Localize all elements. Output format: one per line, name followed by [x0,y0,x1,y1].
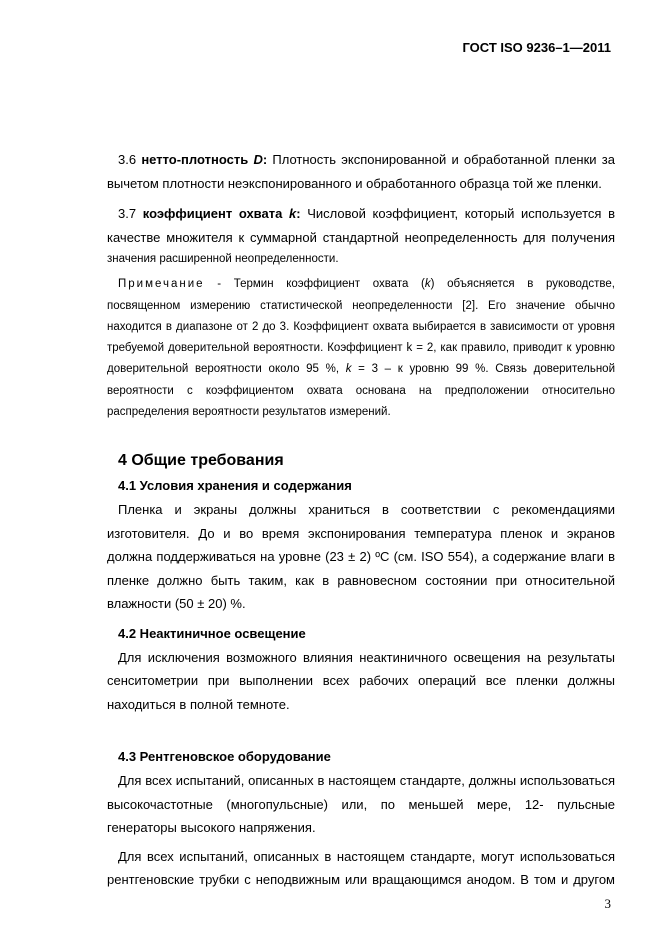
note-block [107,274,615,423]
section-3-6 [107,148,615,195]
section-4-heading: 4 Общие требования [118,452,284,470]
note-k-symbol: k [345,363,352,376]
document-header: ГОСТ ISO 9236–1—2011 [462,40,611,55]
note-text-1: Термин коэффициент охвата ( [233,278,425,291]
page-content [107,148,615,892]
note-dash: - [217,278,222,291]
term-colon: : [262,152,268,167]
note-text-3: = 3 – к уровню 99 %. Связь доверительной вероятности с коэффициентом охвата основана на предположении относительно распределения вероятности результатов измерений. [107,363,616,419]
term-symbol: D [253,152,263,167]
section-4-3-heading: 4.3 Рентгеновское оборудование [118,749,331,765]
clause-number: 3.6 [118,152,137,167]
definition-tail: значения расширенной неопределенности. [107,253,339,265]
section-4-3-text-2: Для всех испытаний, описанных в настоящем стандарте, могут использоваться рентгеновские трубки с неподвижным или вращающимся анодом. В том и другом [107,848,615,888]
note-k-symbol: k [424,278,431,291]
clause-number: 3.7 [118,206,137,221]
term-colon: : [296,206,301,221]
term-symbol: k [288,206,297,221]
section-4-1-text: Пленка и экраны должны храниться в соответствии с рекомендациями изготовителя. До и во время экспонирования температура пленок и экранов должна поддерживаться на уровне (23 ± 2) ºС (см. ISO 554), а содержание влаги в пленке должно быть таким, как в равновесном состоянии при относительной влажности (50 ± 20) %. [107,502,615,612]
term-name: нетто-плотность [141,152,249,167]
definition-text: Плотность экспонированной и обработанной пленки за вычетом плотности неэкспонированного и обработанного образца той же пленки. [107,152,615,191]
section-4-2-text: Для исключения возможного влияния неактиничного освещения на результаты сенситометрии при выполнении всех рабочих операций все пленки должны находиться в полной темноте. [107,649,615,712]
section-4-3-text-1: Для всех испытаний, описанных в настоящем стандарте, должны использоваться высокочастотные (многопульсные) или, по меньшей мере, 12- пульсные генераторы высокого напряжения. [107,773,615,836]
page-number: 3 [604,896,611,911]
section-4-2-heading: 4.2 Неактиничное освещение [118,625,306,641]
definition-text: Числовой коэффициент, который используется в качестве множителя к суммарной стандартной неопределенность для получения [107,206,615,245]
note-label: Примечание [118,278,205,291]
term-name: коэффициент охвата [142,206,283,221]
section-4-1-heading: 4.1 Условия хранения и содержания [118,478,352,494]
note-text-2: ) объясняется в руководстве, посвященном измерению статистической неопределенности [2]. Его значение обычно находится в диапазоне от 2 до 3. Коэффициент охвата выбирается в зависимости от уровня требуемой доверительной вероятности. Коэффициент k = 2, как правило, приводит к уровню доверительной вероятности около 95 %, [107,278,615,376]
section-3-7 [107,202,615,249]
